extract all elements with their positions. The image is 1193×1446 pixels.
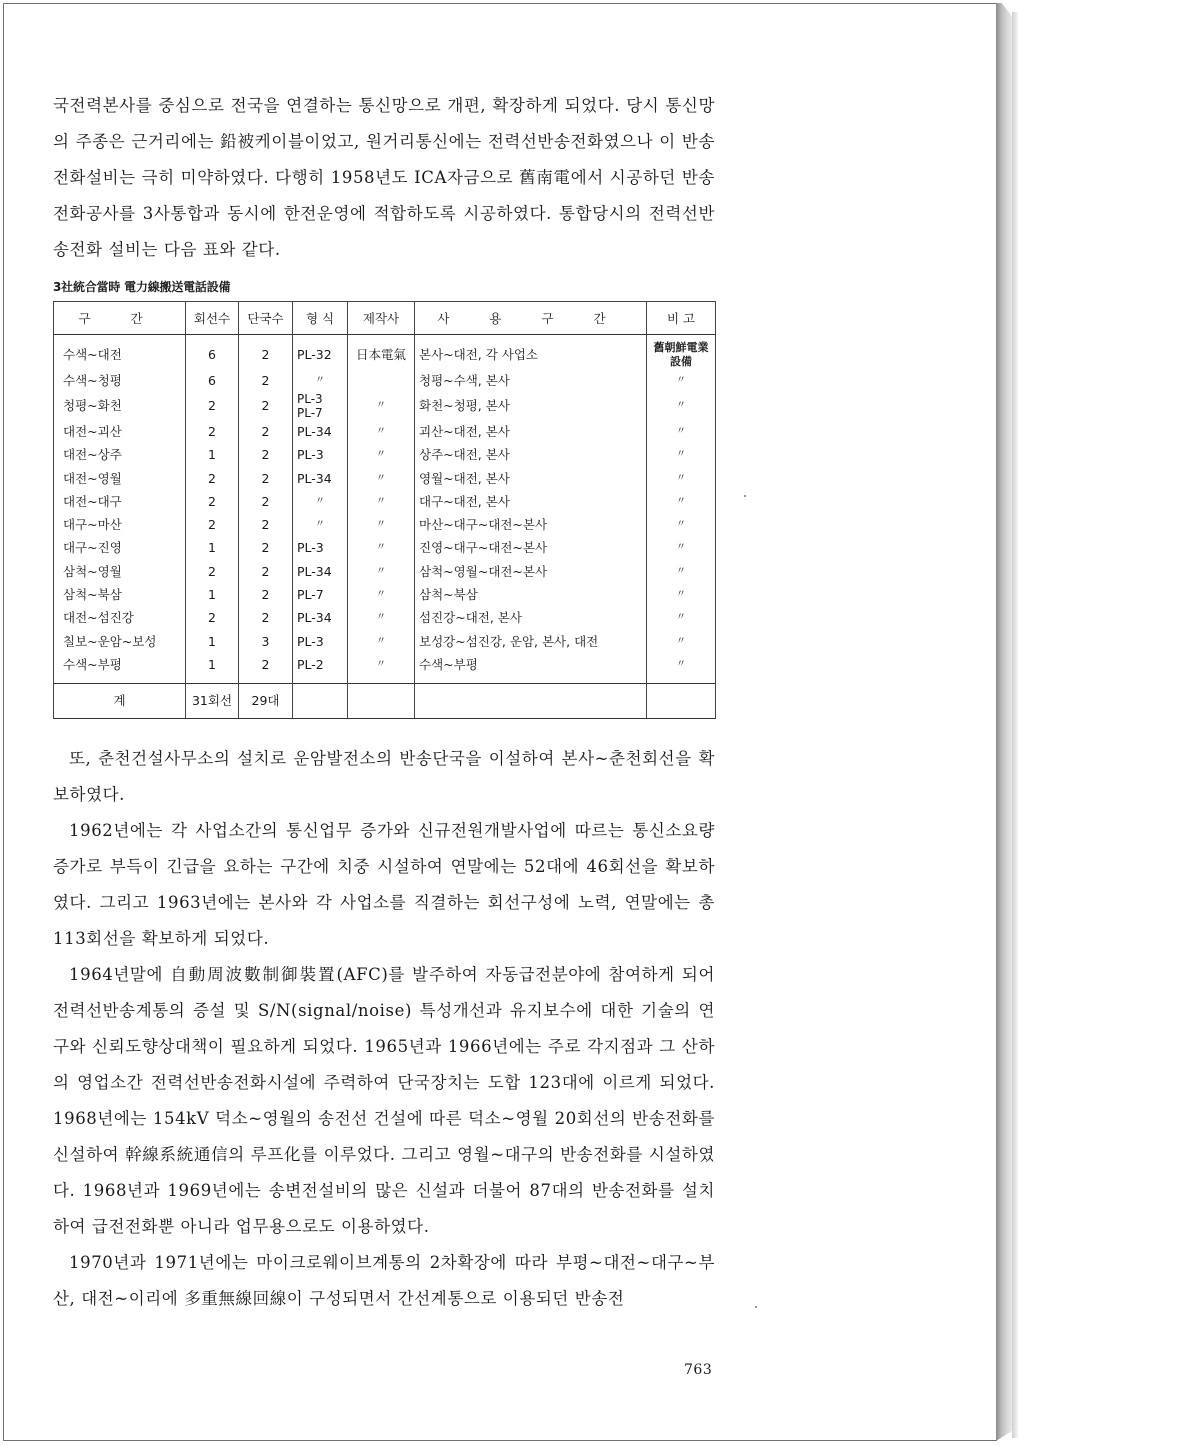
page-content	[53, 88, 715, 1317]
table-row	[54, 420, 716, 443]
cell-type: PL-3	[293, 444, 348, 467]
table-row	[54, 335, 716, 370]
cell-section: 청평~화천	[54, 392, 186, 420]
cell-section: 대구~진영	[54, 537, 186, 560]
cell-section: 수색~부평	[54, 653, 186, 683]
table-caption: 3社統合當時 電力線搬送電話設備	[53, 280, 231, 294]
cell-note: 〃	[647, 513, 716, 536]
page-edge	[996, 3, 1012, 1441]
cell-terminals: 2	[239, 392, 293, 420]
cell-maker: 〃	[348, 607, 415, 630]
cell-lines: 1	[186, 653, 239, 683]
cell-usage: 섬진강~대전, 본사	[415, 607, 647, 630]
total-terminals: 29대	[239, 683, 293, 718]
cell-section: 수색~대전	[54, 335, 186, 370]
total-label: 계	[54, 683, 186, 718]
cell-note: 〃	[647, 607, 716, 630]
cell-note: 〃	[647, 420, 716, 443]
total-lines: 31회선	[186, 683, 239, 718]
cell-lines: 1	[186, 444, 239, 467]
table-row	[54, 537, 716, 560]
cell-section: 대전~영월	[54, 467, 186, 490]
cell-note: 〃	[647, 369, 716, 392]
page-shadow	[1012, 12, 1018, 1438]
total-empty	[647, 683, 716, 718]
cell-type: PL-34	[293, 560, 348, 583]
header-section: 구 간	[54, 302, 186, 335]
cell-section: 대구~마산	[54, 513, 186, 536]
cell-lines: 6	[186, 369, 239, 392]
cell-terminals: 2	[239, 467, 293, 490]
cell-type-line: PL-7	[297, 406, 323, 421]
page-number: 763	[684, 1362, 713, 1378]
cell-usage: 본사~대전, 각 사업소	[415, 335, 647, 370]
cell-lines: 2	[186, 420, 239, 443]
cell-lines: 2	[186, 467, 239, 490]
cell-section: 대전~괴산	[54, 420, 186, 443]
cell-terminals: 2	[239, 369, 293, 392]
total-empty	[293, 683, 348, 718]
cell-note: 〃	[647, 392, 716, 420]
header-note: 비 고	[647, 302, 716, 335]
cell-lines: 2	[186, 490, 239, 513]
cell-usage: 수색~부평	[415, 653, 647, 683]
cell-usage: 삼척~영월~대전~본사	[415, 560, 647, 583]
header-lines: 회선수	[186, 302, 239, 335]
cell-type: PL-34	[293, 607, 348, 630]
cell-section: 대전~섬진강	[54, 607, 186, 630]
cell-lines: 2	[186, 560, 239, 583]
cell-terminals: 2	[239, 444, 293, 467]
cell-type-line: PL-3	[297, 392, 323, 407]
cell-lines: 1	[186, 583, 239, 606]
cell-type: PL-2	[293, 653, 348, 683]
cell-usage: 괴산~대전, 본사	[415, 420, 647, 443]
table-row	[54, 490, 716, 513]
table-row	[54, 653, 716, 683]
paragraph-1964: 1964년말에 自動周波數制御裝置(AFC)를 발주하여 자동급전분야에 참여하게 되어 전력선반송계통의 증설 및 S/N(signal/noise) 특성개선과 유지보수에 대한 기술의 연구와 신뢰도향상대책이 필요하게 되었다. 1965년과 1966년에는 주로 각지점과 그 산하의 영업소간 전력선반송전화시설에 주력하여 단국장치는 도합 123대에 이르게 되었다. 1968년에는 154kV 덕소~영월의 송전선 건설에 따른 덕소~영월 20회선의 반송전화를 신설하여 幹線系統通信의 루프化를 이루었다. 그리고 영월~대구의 반송전화를 시설하였다. 1968년과 1969년에는 송변전설비의 많은 신설과 더불어 87대의 반송전화를 설치하여 급전전화뿐 아니라 업무용으로도 이용하였다.	[53, 964, 715, 1236]
total-empty	[348, 683, 415, 718]
cell-note: 〃	[647, 444, 716, 467]
cell-usage: 상주~대전, 본사	[415, 444, 647, 467]
paragraph-chuncheon: 또, 춘천건설사무소의 설치로 운암발전소의 반송단국을 이설하여 본사~춘천회선을 확보하였다.	[53, 748, 715, 804]
cell-terminals: 2	[239, 513, 293, 536]
cell-type: 〃	[293, 513, 348, 536]
cell-type: 〃	[293, 369, 348, 392]
cell-note: 〃	[647, 467, 716, 490]
cell-maker: 〃	[348, 630, 415, 653]
table-total-row	[54, 683, 716, 718]
cell-type: PL-34	[293, 467, 348, 490]
cell-usage: 삼척~북삼	[415, 583, 647, 606]
cell-terminals: 2	[239, 335, 293, 370]
cell-section: 삼척~북삼	[54, 583, 186, 606]
paragraph-1970: 1970년과 1971년에는 마이크로웨이브계통의 2차확장에 따라 부평~대전~대구~부산, 대전~이리에 多重無線回線이 구성되면서 간선계통으로 이용되던 반송전	[53, 1252, 715, 1308]
cell-type: PL-3	[293, 537, 348, 560]
cell-type	[293, 392, 348, 420]
cell-lines: 2	[186, 392, 239, 420]
cell-note: 〃	[647, 490, 716, 513]
cell-terminals: 2	[239, 537, 293, 560]
cell-maker: 日本電氣	[348, 335, 415, 370]
header-type: 형 식	[293, 302, 348, 335]
cell-maker: 〃	[348, 490, 415, 513]
cell-section: 삼척~영월	[54, 560, 186, 583]
header-maker: 제작사	[348, 302, 415, 335]
cell-note: 〃	[647, 653, 716, 683]
cell-lines: 1	[186, 630, 239, 653]
table-row	[54, 444, 716, 467]
cell-usage: 대구~대전, 본사	[415, 490, 647, 513]
cell-maker: 〃	[348, 583, 415, 606]
table-row	[54, 560, 716, 583]
cell-note: 〃	[647, 537, 716, 560]
cell-terminals: 2	[239, 560, 293, 583]
cell-maker: 〃	[348, 467, 415, 490]
header-terminals: 단국수	[239, 302, 293, 335]
scan-speck	[755, 1306, 757, 1308]
cell-type: PL-32	[293, 335, 348, 370]
table-row	[54, 467, 716, 490]
cell-maker: 〃	[348, 560, 415, 583]
cell-maker	[348, 369, 415, 392]
table-row	[54, 630, 716, 653]
cell-usage: 진영~대구~대전~본사	[415, 537, 647, 560]
table-header-row	[54, 302, 716, 335]
total-empty	[415, 683, 647, 718]
cell-section: 칠보~운암~보성	[54, 630, 186, 653]
cell-section: 대전~대구	[54, 490, 186, 513]
cell-usage: 영월~대전, 본사	[415, 467, 647, 490]
cell-lines: 2	[186, 607, 239, 630]
cell-usage: 화천~청평, 본사	[415, 392, 647, 420]
cell-note: 〃	[647, 630, 716, 653]
cell-note: 舊朝鮮電業設備	[647, 335, 716, 370]
cell-type: PL-3	[293, 630, 348, 653]
cell-terminals: 2	[239, 607, 293, 630]
cell-note: 〃	[647, 583, 716, 606]
cell-terminals: 2	[239, 420, 293, 443]
cell-maker: 〃	[348, 392, 415, 420]
cell-maker: 〃	[348, 513, 415, 536]
header-usage: 사 용 구 간	[415, 302, 647, 335]
cell-usage: 보성강~섬진강, 운암, 본사, 대전	[415, 630, 647, 653]
cell-lines: 6	[186, 335, 239, 370]
table-row	[54, 607, 716, 630]
cell-maker: 〃	[348, 537, 415, 560]
cell-terminals: 2	[239, 583, 293, 606]
cell-note: 〃	[647, 560, 716, 583]
cell-type: PL-7	[293, 583, 348, 606]
cell-section: 대전~상주	[54, 444, 186, 467]
cell-terminals: 2	[239, 490, 293, 513]
table-row	[54, 392, 716, 420]
cell-maker: 〃	[348, 653, 415, 683]
table-row	[54, 583, 716, 606]
paragraph-1962: 1962년에는 각 사업소간의 통신업무 증가와 신규전원개발사업에 따르는 통신소요량증가로 부득이 긴급을 요하는 구간에 치중 시설하여 연말에는 52대에 46회선을 확보하였다. 그리고 1963년에는 본사와 각 사업소를 직결하는 회선구성에 노력, 연말에는 총113회선을 확보하게 되었다.	[53, 820, 715, 948]
cell-type: 〃	[293, 490, 348, 513]
table-row	[54, 513, 716, 536]
cell-lines: 1	[186, 537, 239, 560]
cell-maker: 〃	[348, 444, 415, 467]
scan-speck	[744, 495, 746, 497]
cell-usage: 마산~대구~대전~본사	[415, 513, 647, 536]
cell-terminals: 2	[239, 653, 293, 683]
cell-usage: 청평~수색, 본사	[415, 369, 647, 392]
cell-maker: 〃	[348, 420, 415, 443]
table-row	[54, 369, 716, 392]
cell-lines: 2	[186, 513, 239, 536]
cell-terminals: 3	[239, 630, 293, 653]
cell-type: PL-34	[293, 420, 348, 443]
carrier-phone-table	[53, 301, 716, 719]
paragraph-intro: 국전력본사를 중심으로 전국을 연결하는 통신망으로 개편, 확장하게 되었다. 당시 통신망의 주종은 근거리에는 鉛被케이블이었고, 원거리통신에는 전력선반송전화였으나 이 반송전화설비는 극히 미약하였다. 다행히 1958년도 ICA자금으로 舊南電에서 시공하던 반송전화공사를 3사통합과 동시에 한전운영에 적합하도록 시공하였다. 통합당시의 전력선반송전화 설비는 다음 표와 같다.	[53, 96, 715, 259]
cell-section: 수색~청평	[54, 369, 186, 392]
